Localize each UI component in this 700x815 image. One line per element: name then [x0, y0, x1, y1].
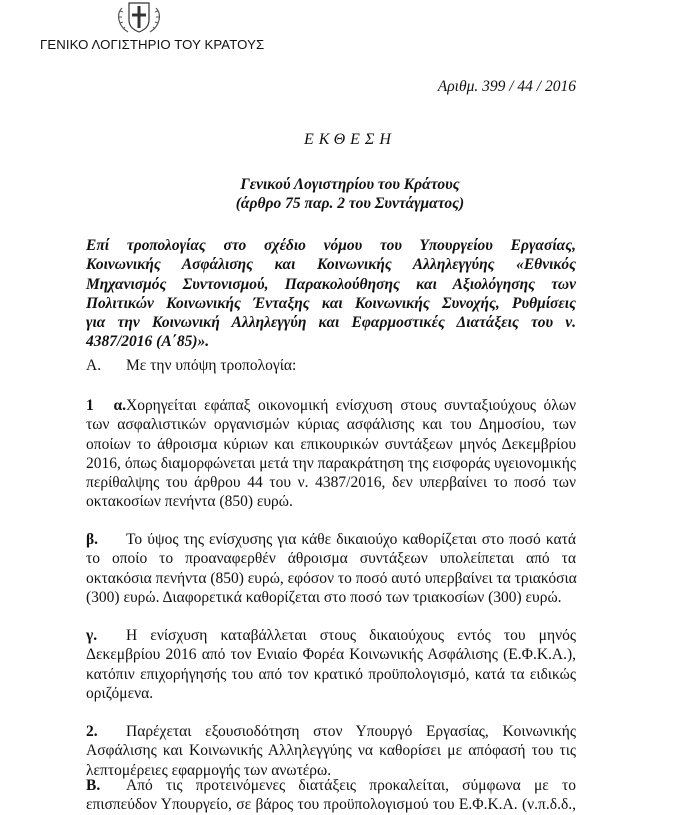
paragraph-line: [86, 530, 576, 549]
paragraph-line: (300) ευρώ. Διαφορετικά καθορίζεται στο ποσό των τριακοσίων (300) ευρώ.: [86, 588, 562, 606]
paragraph-line: [86, 722, 576, 741]
paragraph-marker: 2.: [86, 723, 98, 740]
paragraph-marker: γ.: [86, 627, 98, 644]
subject-line: 4387/2016 (Α΄85)».: [86, 333, 210, 351]
subject-line: Κοινωνικής Ασφάλισης και Κοινωνικής Αλληλεγγύης «Εθνικός: [86, 256, 576, 274]
document-title: ΕΚΘΕΣΗ: [304, 131, 396, 148]
paragraph-line-text: Από τις προτεινόμενες διατάξεις προκαλείται, σύμφωνα με το: [126, 777, 576, 794]
paragraph-line: [86, 776, 576, 795]
paragraph-line: επισπεύδον Υπουργείο, σε βάρος του προϋπολογισμού του Ε.Φ.Κ.Α. (ν.π.δ.δ.,: [86, 796, 576, 814]
paragraph-line-text: Το ύψος της ενίσχυσης για κάθε δικαιούχο καθορίζεται στο ποσό κατά: [126, 531, 576, 548]
paragraph-line: οκτακοσίων πενήντα (850) ευρώ.: [86, 493, 293, 511]
paragraph-line-text: Χορηγείται εφάπαξ οικονομική ενίσχυση στους συνταξιούχους όλων: [126, 397, 576, 414]
paragraph-line: Δεκεμβρίου 2016 από τον Ενιαίο Φορέα Κοινωνικής Ασφάλισης (Ε.Φ.Κ.Α.),: [86, 646, 576, 664]
paragraph-line: λεπτομέρειες εφαρμογής των ανωτέρω.: [86, 761, 332, 779]
subject-block: [86, 236, 576, 352]
subtitle-line-1: Γενικού Λογιστηρίου του Κράτους: [240, 176, 460, 193]
paragraph-marker: 1 α.: [86, 397, 126, 414]
paragraph-line: 2016, όπως διαμορφώνεται μετά την παρακράτηση της εισφοράς υγειονομικής: [86, 454, 576, 472]
paragraph-line: [86, 396, 576, 415]
paragraph-line: περίθαλψης του άρθρου 44 του ν. 4387/2016, δεν υπερβαίνει το ποσό των: [86, 474, 576, 492]
paragraph-line-text: Παρέχεται εξουσιοδότηση στον Υπουργό Εργασίας, Κοινωνικής: [126, 723, 576, 740]
paragraph-line: των ασφαλιστικών οργανισμών κύριας ασφάλισης και του Δημοσίου, των: [86, 416, 576, 434]
paragraph-line: το οποίο το προαναφερθέν άθροισμα συντάξεων υπολείπεται από τα: [86, 550, 576, 568]
organization-name: ΓΕΝΙΚΟ ΛΟΓΙΣΤΗΡΙΟ ΤΟΥ ΚΡΑΤΟΥΣ: [40, 37, 265, 52]
subject-line: Πολιτικών Κοινωνικής Ένταξης και Κοινωνικής Συνοχής, Ρυθμίσεις: [86, 294, 576, 312]
subject-line: για την Κοινωνική Αλληλεγγύη και Εφαρμοστικές Διατάξεις του ν.: [86, 314, 576, 332]
paragraph-marker: β.: [86, 531, 99, 548]
paragraph-line: οποίων το άθροισμα κύριων και επικουρικών συντάξεων μηνός Δεκεμβρίου: [86, 435, 576, 453]
paragraph-b: [86, 776, 576, 814]
reference-number: Αριθμ. 399 / 44 / 2016: [437, 78, 576, 95]
paragraph-line: [86, 626, 576, 645]
paragraph-line: οκτακόσια πενήντα (850) ευρώ, εφόσον το ποσό αυτό υπερβαίνει τα τριακόσια: [86, 569, 577, 587]
section-a-marker: Α.: [86, 357, 102, 374]
subject-line: Μηχανισμός Συντονισμού, Παρακολούθησης και Αξιολόγησης των: [86, 275, 576, 293]
subtitle-line-2: (άρθρο 75 παρ. 2 του Συντάγματος): [235, 195, 465, 212]
paragraph-1a: [86, 396, 576, 512]
greek-coat-of-arms-emblem: [112, 0, 166, 36]
section-a-text: Με την υπόψη τροπολογία:: [126, 357, 297, 374]
paragraph-marker: Β.: [86, 777, 101, 794]
paragraph-line: οριζόμενα.: [86, 684, 154, 702]
paragraph-line-text: Η ενίσχυση καταβάλλεται στους δικαιούχους εντός του μηνός: [126, 627, 576, 644]
paragraph-1c: [86, 626, 576, 703]
paragraph-line: Ασφάλισης και Κοινωνικής Αλληλεγγύης να καθορίσει με απόφασή του τις: [86, 742, 576, 760]
paragraph-2: [86, 722, 576, 780]
subject-line: Επί τροπολογίας στο σχέδιο νόμου του Υπουργείου Εργασίας,: [86, 237, 576, 254]
paragraph-line: κατόπιν επιχορήγησής του από τον κρατικό προϋπολογισμό, κατά τα ειδικώς: [86, 665, 576, 683]
paragraph-1b: [86, 530, 576, 607]
